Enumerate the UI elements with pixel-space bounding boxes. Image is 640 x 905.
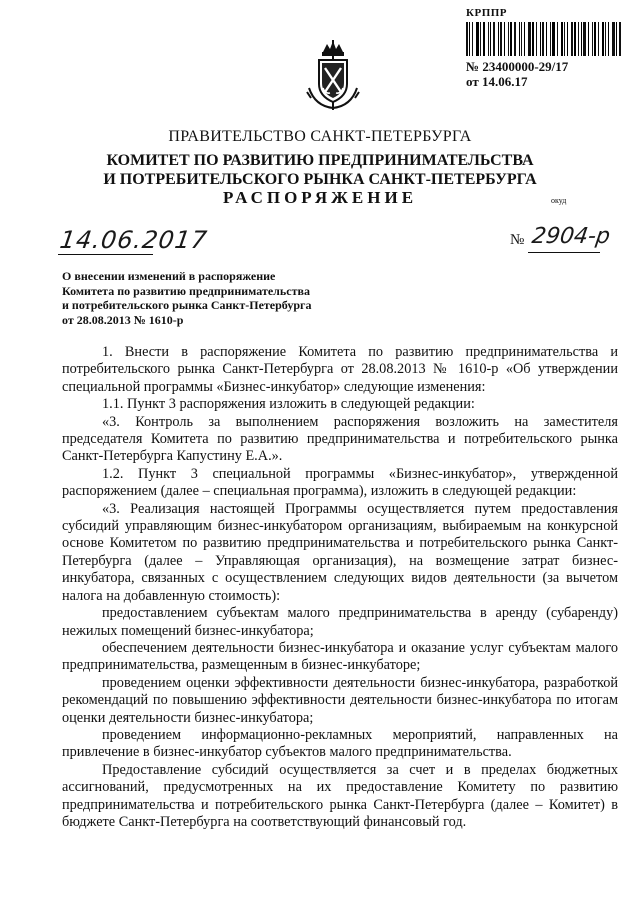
barcode-bar — [542, 22, 544, 56]
barcode-bar — [574, 22, 576, 56]
barcode-bar — [583, 22, 586, 56]
body-paragraph: 1. Внести в распоряжение Комитета по развитию предпринимательства и потребительского рынка Санкт-Петербурга от 28.08.2013 № 1610-р «Об утверждении специальной программы «Бизнес-инкубатор» следующие изменения: — [62, 344, 618, 395]
body-paragraph: «3. Реализация настоящей Программы осуществляется путем предоставления субсидий управляющим бизнес-инкубатором организациям, выбираемым на конкурсной основе Комитетом по развитию предпринимательства и потребительского рынка Санкт-Петербурга (далее – Управляющая организация), на возмещение затрат бизнес-инкубатора, связанных с осуществлением следующих видов деятельности (за вычетом налога на добавленную стоимость): — [62, 500, 618, 604]
government-title: ПРАВИТЕЛЬСТВО САНКТ-ПЕТЕРБУРГА — [168, 128, 472, 145]
barcode-label: КРППР — [466, 7, 508, 19]
coat-of-arms-emblem — [303, 38, 363, 114]
barcode-bar — [588, 22, 589, 56]
committee-title-line-1: КОМИТЕТ ПО РАЗВИТИЮ ПРЕДПРИНИМАТЕЛЬСТВА — [106, 152, 534, 169]
body-paragraph: 1.2. Пункт 3 специальной программы «Бизнес-инкубатор», утвержденной распоряжением (далее – специальная программа), изложить в следующей редакции: — [62, 465, 618, 500]
barcode-bar — [616, 22, 617, 56]
barcode-bar — [519, 22, 520, 56]
body-paragraph: проведением оценки эффективности деятельности бизнес-инкубатора, разработкой рекомендаций по повышению эффективности деятельности бизнес-инкубатора по итогам оценки деятельности бизнес-инкубатора; — [62, 674, 618, 726]
barcode-bar — [619, 22, 621, 56]
barcode-bar — [594, 22, 596, 56]
barcode-bar — [472, 22, 473, 56]
barcode-bar — [605, 22, 606, 56]
barcode-bar — [521, 22, 522, 56]
barcode-bar — [504, 22, 505, 56]
subject-line: и потребительского рынка Санкт-Петербурга — [62, 298, 312, 312]
barcode-bar — [564, 22, 565, 56]
barcode-bar — [493, 22, 495, 56]
body-paragraph: проведением информационно-рекламных мероприятий, направленных на привлечение в бизнес-инкубатор субъектов малого предпринимательства. — [62, 726, 618, 761]
registration-date: от 14.06.17 — [466, 74, 528, 89]
barcode-bar — [476, 22, 479, 56]
barcode-bar — [488, 22, 489, 56]
barcode-bar — [552, 22, 555, 56]
barcode-bar — [508, 22, 509, 56]
registration-number: № 23400000-29/17 — [466, 59, 569, 74]
barcode-bar — [498, 22, 499, 56]
barcode-bar — [608, 22, 609, 56]
number-label: № — [510, 232, 525, 248]
document-type: РАСПОРЯЖЕНИЕ — [222, 188, 418, 207]
document-subject — [62, 269, 352, 327]
subject-line: от 28.08.2013 № 1610-р — [62, 312, 184, 327]
barcode-bar — [612, 22, 615, 56]
committee-title — [0, 151, 640, 189]
barcode-bar — [557, 22, 558, 56]
registration-block — [466, 6, 636, 89]
barcode-bar — [483, 22, 485, 56]
barcode-bar — [550, 22, 551, 56]
barcode — [466, 22, 624, 56]
body-paragraph: обеспечением деятельности бизнес-инкубатора и оказание услуг субъектам малого предпринимательства, размещенным в бизнес-инкубаторе; — [62, 639, 618, 674]
barcode-bar — [598, 22, 599, 56]
okud-label: окуд — [551, 196, 567, 205]
barcode-bar — [490, 22, 491, 56]
barcode-bar — [571, 22, 573, 56]
barcode-bar — [578, 22, 579, 56]
barcode-bar — [469, 22, 470, 56]
committee-title-line-2: И ПОТРЕБИТЕЛЬСКОГО РЫНКА САНКТ-ПЕТЕРБУРГА — [103, 171, 537, 188]
barcode-bar — [581, 22, 582, 56]
body-paragraph: Предоставление субсидий осуществляется за счет и в пределах бюджетных ассигнований, предусмотренных на их предоставление Комитету по развитию предпринимательства и потребительского рынка Санкт-Петербурга (далее – Комитет) в бюджете Санкт-Петербурга на соответствующий финансовый год. — [62, 761, 618, 830]
barcode-bar — [480, 22, 481, 56]
date-underline — [58, 254, 153, 255]
number-underline — [528, 252, 600, 253]
barcode-bar — [500, 22, 503, 56]
barcode-bar — [528, 22, 531, 56]
subject-line: Комитета по развитию предпринимательства — [62, 283, 310, 298]
body-paragraph: 1.1. Пункт 3 распоряжения изложить в следующей редакции: — [102, 396, 475, 413]
barcode-bar — [546, 22, 547, 56]
barcode-bar — [567, 22, 568, 56]
barcode-bar — [466, 22, 468, 56]
handwritten-date: 14.06.2017 — [58, 226, 210, 254]
barcode-bar — [602, 22, 604, 56]
body-paragraph: предоставлением субъектам малого предпринимательства в аренду (субаренду) нежилых помещений бизнес-инкубатора; — [62, 605, 618, 639]
barcode-bar — [561, 22, 563, 56]
barcode-bar — [532, 22, 534, 56]
barcode-bar — [514, 22, 516, 56]
barcode-bar — [510, 22, 512, 56]
barcode-bar — [536, 22, 537, 56]
barcode-bar — [592, 22, 593, 56]
document-body — [62, 344, 618, 831]
barcode-bar — [540, 22, 541, 56]
handwritten-number: 2904-р — [530, 224, 612, 249]
barcode-bar — [524, 22, 525, 56]
subject-line: О внесении изменений в распоряжение — [62, 269, 276, 283]
body-paragraph: «3. Контроль за выполнением распоряжения возложить на заместителя председателя Комитета по развитию предпринимательства и потребительского рынка Санкт-Петербурга Капустину Е.А.». — [62, 413, 618, 465]
